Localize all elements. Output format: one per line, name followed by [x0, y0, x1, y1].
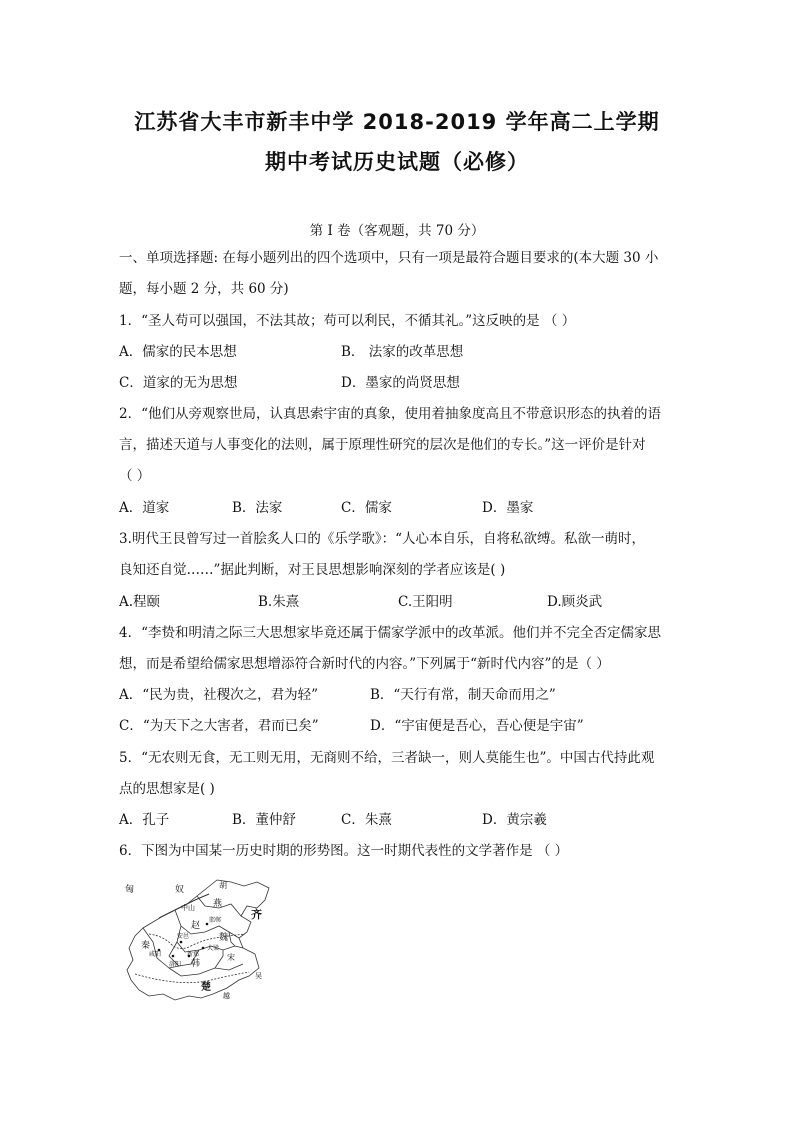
q2-option-b: B．法家	[232, 500, 283, 516]
q3-option-d: D.顾炎武	[547, 594, 603, 610]
map-label-zhao: 赵	[191, 921, 201, 931]
exam-title-line2: 期中考试历史试题（必修）	[265, 150, 529, 174]
map-label-wei: 魏	[219, 933, 229, 943]
instructions-line2: 题，每小题 2 分，共 60 分)	[119, 281, 289, 297]
q5-option-c: C．朱熹	[341, 812, 392, 828]
map-label-xiongnu1: 匈	[125, 885, 135, 895]
q2-stem-line1: 2．“他们从旁观察世局，认真思索宇宙的真象，使用着抽象度高且不带意识形态的执着的语	[119, 406, 661, 422]
q4-option-a: A．“民为贵，社稷次之，君为轻”	[119, 687, 319, 703]
q3-stem-line1: 3.明代王艮曾写过一首脍炙人口的《乐学歌》：“人心本自乐，自将私欲缚。私欲一萌时，	[119, 531, 646, 547]
q1-option-a: A．儒家的民本思想	[119, 344, 237, 360]
q5-option-a: A．孔子	[119, 812, 170, 828]
map-label-donghu: 胡	[219, 881, 227, 890]
q5-option-b: B．董仲舒	[232, 812, 296, 828]
map-city-anyi-dot	[180, 941, 183, 944]
map-label-xinzheng: 新郑	[187, 951, 200, 958]
q6-stem: 6．下图为中国某一历史时期的形势图。这一时期代表性的文学著作是 （ ）	[119, 843, 569, 859]
map-label-qi: 齐	[251, 908, 262, 921]
map-label-luoyang: 洛阳	[169, 961, 182, 968]
q2-option-c: C．儒家	[341, 500, 392, 516]
q4-option-d: D．“宇宙便是吾心，吾心便是宇宙”	[370, 718, 584, 734]
q4-stem-line1: 4．“李贽和明清之际三大思想家毕竟还属于儒家学派中的改革派。他们并不完全否定儒家思	[119, 625, 661, 641]
map-label-zhongshan: 中山	[181, 904, 195, 912]
q2-stem-line2: 言，描述天道与人事变化的法则，属于原理性研究的层次是他们的专长。”这一评价是针对	[119, 437, 646, 453]
q3-option-b: B.朱熹	[258, 594, 300, 610]
q1-stem: 1．“圣人苟可以强国，不法其故；苟可以利民，不循其礼。”这反映的是 （ ）	[119, 313, 576, 329]
q4-stem-line2: 想，而是希望给儒家思想增添符合新时代的内容。”下列属于“新时代内容”的是（ ）	[119, 656, 610, 672]
q3-option-a: A.程颐	[119, 594, 161, 610]
q2-option-a: A．道家	[119, 500, 170, 516]
q4-option-b: B．“天行有常，制天命而用之”	[370, 687, 556, 703]
map-label-qin: 秦	[141, 941, 151, 951]
map-label-yue: 越	[223, 992, 230, 1000]
map-label-xianyang: 咸阳	[149, 951, 162, 958]
q1-option-c: C．道家的无为思想	[119, 375, 238, 391]
map-label-chu: 楚	[201, 982, 211, 993]
map-label-wu: 吴	[255, 972, 262, 980]
map-border-song	[215, 950, 223, 968]
q5-stem-line1: 5．“无农则无食，无工则无用，无商则不给，三者缺一，则人莫能生也”。中国古代持此观	[119, 750, 655, 766]
map-city-luoyang-dot	[172, 955, 175, 958]
q2-stem-line3: （ ）	[119, 468, 151, 484]
map-label-song: 宋	[227, 953, 235, 962]
map-border-qi	[229, 932, 243, 948]
warring-states-map	[119, 876, 272, 1002]
instructions-line1: 一、单项选择题: 在每小题列出的四个选项中，只有一项是最符合题目要求的(本大题 30 小	[119, 250, 659, 266]
map-city-handan-dot	[206, 923, 209, 926]
map-label-daliang: 大梁	[207, 945, 220, 952]
map-label-handan: 邯郸	[209, 917, 222, 924]
map-label-yan: 燕	[213, 899, 223, 909]
map-city-daliang-dot	[202, 947, 205, 950]
q3-option-c: C.王阳明	[398, 594, 453, 610]
q4-option-c: C．“为天下之大害者，君而已矣”	[119, 718, 319, 734]
q5-option-d: D．黄宗羲	[482, 812, 547, 828]
map-label-anyi: 安邑	[177, 933, 190, 940]
map-label-xiongnu2: 奴	[175, 885, 185, 895]
q1-option-b: B． 法家的改革思想	[341, 344, 464, 360]
q1-option-d: D．墨家的尚贤思想	[341, 375, 460, 391]
q2-option-d: D．墨家	[482, 500, 534, 516]
section-title: 第 I 卷（客观题，共 70 分）	[309, 223, 485, 239]
map-river-yangtze	[135, 972, 249, 983]
q3-stem-line2: 良知还自觉……”据此判断，对王艮思想影响深刻的学者应该是( )	[119, 562, 506, 578]
map-label-han: 韩	[191, 959, 201, 969]
q5-stem-line2: 点的思想家是( )	[119, 781, 215, 797]
exam-title-line1: 江苏省大丰市新丰中学 2018-2019 学年高二上学期	[134, 110, 660, 134]
